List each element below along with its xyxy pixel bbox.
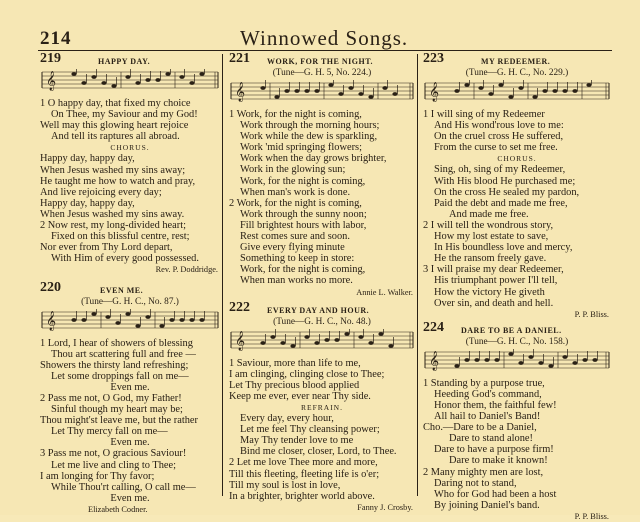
note-head xyxy=(328,83,333,87)
hymn-222 xyxy=(229,299,415,513)
verse-line: Work in the glowing sun; xyxy=(240,164,346,176)
page-number: 214 xyxy=(40,28,72,49)
music-staff xyxy=(229,329,415,355)
note-head xyxy=(478,86,483,90)
verse-line: Let me live and cling to Thee; xyxy=(51,459,177,471)
verse-line: In a brighter, brighter world above. xyxy=(229,490,375,502)
verse-line: 2 Now rest, my long-divided heart; xyxy=(40,220,187,232)
header-rule xyxy=(38,50,612,51)
verse-line: Bind me closer, closer, Lord, to Thee. xyxy=(240,446,397,458)
verse-line: Fixed on this blissful centre, rest; xyxy=(51,231,190,243)
verse-line: Work, for the night is coming, xyxy=(240,175,366,187)
clef: 𝄞 xyxy=(429,82,440,102)
note-head xyxy=(290,344,295,348)
verse-line: Thou art scattering full and free — xyxy=(51,348,196,360)
verse-line: Something to keep in store: xyxy=(240,253,355,265)
verse-line: Thou might'st leave me, but the rather xyxy=(40,415,198,427)
hymn-author: Fanny J. Crosby. xyxy=(357,502,413,512)
verse-line: Dare to stand alone! xyxy=(449,433,533,445)
music-notation xyxy=(40,309,220,335)
verse-line: Showers the thirsty land refreshing; xyxy=(40,359,189,371)
verse-line: Cho.—Dare to be a Daniel, xyxy=(423,422,537,434)
hymn-author: P. P. Bliss. xyxy=(574,309,609,319)
note-head xyxy=(169,318,174,322)
note-head xyxy=(260,86,265,90)
column-divider-left xyxy=(222,54,223,496)
music-staff xyxy=(40,309,220,335)
hymn-221 xyxy=(229,51,415,298)
verse-line: On the cruel cross He suffered, xyxy=(434,131,564,143)
note-head xyxy=(464,358,469,362)
note-head xyxy=(508,95,513,99)
verse-line: Even me. xyxy=(110,492,150,504)
verse-line: From the curse to set me free. xyxy=(434,142,558,154)
note-head xyxy=(270,335,275,339)
verse-line: Till my soul is lost in love, xyxy=(229,479,341,491)
hymn-author: Elizabeth Codner. xyxy=(88,504,148,514)
hymn-title: WORK, FOR THE NIGHT. xyxy=(267,57,373,66)
note-head xyxy=(81,318,86,322)
verse-line: Let some droppings fall on me— xyxy=(51,370,189,382)
note-head xyxy=(115,321,120,325)
hymn-title: HAPPY DAY. xyxy=(98,57,151,66)
tune-reference: (Tune—G. H. C., No. 158.) xyxy=(465,336,569,347)
column-2 xyxy=(229,51,415,513)
verse-line: All hail to Daniel's Band! xyxy=(434,411,541,423)
page-header xyxy=(0,22,640,52)
column-divider-right xyxy=(417,54,418,496)
hymn-author: Annie L. Walker. xyxy=(356,287,413,297)
note-head xyxy=(586,83,591,87)
hymn-number: 224 xyxy=(423,319,444,335)
note-head xyxy=(334,338,339,342)
note-head xyxy=(484,358,489,362)
note-head xyxy=(71,318,76,322)
verse-line: On Thee, my Saviour and my God! xyxy=(51,109,198,121)
note-head xyxy=(474,358,479,362)
note-head xyxy=(508,352,513,356)
verse-line: Heeding God's command, xyxy=(434,388,542,400)
verse-line: And tell its raptures all abroad. xyxy=(51,131,180,143)
verse-line: Let me feel Thy cleansing power; xyxy=(240,424,380,436)
note-head xyxy=(548,364,553,368)
note-head xyxy=(101,81,106,85)
note-head xyxy=(71,72,76,76)
verse-line: Well may this glowing heart rejoice xyxy=(40,120,189,132)
note-head xyxy=(284,89,289,93)
verse-line: I am longing for Thy favor; xyxy=(40,470,155,482)
verse-line: When Jesus washed my sins away; xyxy=(40,164,186,176)
verse-line: While Thou'rt calling, O call me— xyxy=(51,481,196,493)
verse-line: Fill brightest hours with labor, xyxy=(240,219,367,231)
note-head xyxy=(344,332,349,336)
note-head xyxy=(159,324,164,328)
verse-line: Dare to have a purpose firm! xyxy=(434,444,554,456)
verse-line: Give every flying minute xyxy=(240,242,345,254)
chorus-label: CHORUS. xyxy=(497,154,537,164)
verse-line: Every day, every hour, xyxy=(240,413,334,425)
hymn-title: MY REDEEMER. xyxy=(481,57,551,66)
hymn-224 xyxy=(423,319,611,522)
verse-line: He the ransom freely gave. xyxy=(434,253,547,265)
note-head xyxy=(125,312,130,316)
verse-line: With Him of every good possessed. xyxy=(51,253,199,265)
verse-line: Even me. xyxy=(110,437,150,449)
note-head xyxy=(165,72,170,76)
note-head xyxy=(382,86,387,90)
column-3 xyxy=(423,51,611,522)
hymn-220 xyxy=(40,279,220,516)
hymn-author: P. P. Bliss. xyxy=(574,511,609,521)
verse-line: When man's work is done. xyxy=(240,186,351,198)
note-head xyxy=(552,89,557,93)
note-head xyxy=(199,318,204,322)
note-head xyxy=(125,75,130,79)
refrain-label: REFRAIN. xyxy=(301,402,343,412)
verse-line: When Jesus washed my sins away. xyxy=(40,208,185,220)
clef: 𝄞 xyxy=(46,310,57,331)
note-head xyxy=(464,83,469,87)
music-staff xyxy=(40,69,220,95)
chorus-label: CHORUS. xyxy=(110,143,150,153)
note-head xyxy=(338,92,343,96)
verse-line: Work through the sunny noon; xyxy=(240,208,367,220)
hymn-219 xyxy=(40,51,220,276)
note-head xyxy=(572,89,577,93)
note-head xyxy=(179,318,184,322)
note-head xyxy=(81,81,86,85)
note-head xyxy=(562,355,567,359)
note-head xyxy=(294,89,299,93)
verse-line: Honor them, the faithful few! xyxy=(434,399,557,411)
verse-line: Sinful though my heart may be; xyxy=(51,404,183,416)
verse-line: Let Thy mercy fall on me— xyxy=(51,426,168,438)
note-head xyxy=(368,341,373,345)
verse-line: 2 Pass me not, O God, my Father! xyxy=(40,392,182,404)
note-head xyxy=(135,324,140,328)
verse-line: Happy day, happy day, xyxy=(40,197,135,209)
hymn-number: 220 xyxy=(40,279,61,295)
verse-line: With His blood He purchased me; xyxy=(434,175,576,187)
verse-line: By joining Daniel's band. xyxy=(434,499,540,511)
verse-line: 3 Pass me not, O gracious Saviour! xyxy=(40,448,187,460)
music-notation xyxy=(229,329,415,355)
music-notation xyxy=(229,80,415,106)
music-notation xyxy=(40,69,220,95)
verse-line: 2 Many mighty men are lost, xyxy=(423,466,544,478)
verse-line: Till this fleeting, fleeting life is o'er; xyxy=(229,468,380,480)
verse-line: And made me free. xyxy=(449,208,529,220)
verse-line: Work 'mid springing flowers; xyxy=(240,142,362,154)
note-head xyxy=(528,355,533,359)
clef: 𝄞 xyxy=(429,350,440,371)
hymn-title: DARE TO BE A DANIEL. xyxy=(461,325,562,335)
note-head xyxy=(91,312,96,316)
verse-line: How the victory He giveth xyxy=(434,286,545,298)
note-head xyxy=(538,361,543,365)
verse-line: 2 Let me love Thee more and more, xyxy=(229,457,378,469)
music-staff xyxy=(423,80,611,106)
note-head xyxy=(189,81,194,85)
verse-line: Dare to make it known! xyxy=(449,455,548,467)
note-head xyxy=(358,335,363,339)
verse-line: How my lost estate to save, xyxy=(434,231,549,243)
note-head xyxy=(532,95,537,99)
verse-line: 1 Standing by a purpose true, xyxy=(423,377,545,389)
verse-line: Keep me ever, ever near Thy side. xyxy=(229,390,371,402)
hymn-223 xyxy=(423,51,611,320)
note-head xyxy=(562,89,567,93)
verse-line: 1 O happy day, that fixed my choice xyxy=(40,98,191,109)
music-notation xyxy=(423,80,611,106)
verse-line: 2 Work, for the night is coming, xyxy=(229,197,362,209)
verse-line: And live rejoicing every day; xyxy=(40,186,162,198)
hymn-number: 221 xyxy=(229,51,250,66)
verse-line: 2 I will tell the wondrous story, xyxy=(423,219,554,231)
note-head xyxy=(388,344,393,348)
note-head xyxy=(542,89,547,93)
note-head xyxy=(358,92,363,96)
music-notation xyxy=(423,349,611,375)
hymn-number: 223 xyxy=(423,51,444,66)
verse-line: Over sin, and death and hell. xyxy=(434,297,554,309)
tune-reference: (Tune—G. H. 5, No. 224.) xyxy=(272,68,372,78)
verse-line: Work when the day grows brighter, xyxy=(240,153,387,165)
verse-line: When man works no more. xyxy=(240,275,353,287)
hymn-author: Rev. P. Doddridge. xyxy=(155,265,218,275)
hymn-title: EVERY DAY AND HOUR. xyxy=(267,305,370,315)
note-head xyxy=(111,84,116,88)
verse-line: On the cross He sealed my pardon, xyxy=(434,186,580,198)
note-head xyxy=(494,358,499,362)
note-head xyxy=(91,75,96,79)
note-head xyxy=(498,83,503,87)
verse-line: In His boundless love and mercy, xyxy=(434,242,573,254)
hymn-number: 219 xyxy=(40,51,61,66)
note-head xyxy=(260,341,265,345)
note-head xyxy=(314,89,319,93)
verse-line: His triumphant power I'll tell, xyxy=(434,275,558,287)
note-head xyxy=(274,95,279,99)
verse-line: Work, for the night is coming, xyxy=(240,264,366,276)
verse-line: 1 Lord, I hear of showers of blessing xyxy=(40,337,193,349)
note-head xyxy=(105,315,110,319)
page-title: Winnowed Songs. xyxy=(240,26,409,50)
verse-line: Sing, oh, sing of my Redeemer, xyxy=(434,164,566,176)
note-head xyxy=(454,364,459,368)
note-head xyxy=(179,75,184,79)
verse-line: 3 I will praise my dear Redeemer, xyxy=(423,264,564,276)
note-head xyxy=(304,335,309,339)
verse-line: 1 Work, for the night is coming, xyxy=(229,109,362,120)
verse-line: Work through the morning hours; xyxy=(240,120,380,132)
tune-reference: (Tune—G. H. C., No. 48.) xyxy=(273,316,371,327)
note-head xyxy=(582,358,587,362)
verse-line: Nor ever from Thy Lord depart, xyxy=(40,242,173,254)
note-head xyxy=(378,332,383,336)
note-head xyxy=(518,86,523,90)
hymn-title: EVEN ME. xyxy=(100,285,144,295)
music-staff xyxy=(229,80,415,106)
verse-line: I am clinging, clinging close to Thee; xyxy=(229,368,385,380)
note-head xyxy=(314,341,319,345)
tune-reference: (Tune—G. H. C., No. 229.) xyxy=(465,68,569,78)
verse-line: And His wond'rous love to me: xyxy=(434,120,564,132)
note-head xyxy=(454,89,459,93)
verse-line: 1 I will sing of my Redeemer xyxy=(423,109,545,120)
verse-line: Who for God had been a host xyxy=(434,488,557,500)
note-head xyxy=(324,338,329,342)
note-head xyxy=(304,89,309,93)
clef: 𝄞 xyxy=(235,82,246,102)
note-head xyxy=(280,341,285,345)
note-head xyxy=(572,361,577,365)
verse-line: Let Thy precious blood applied xyxy=(229,379,360,391)
verse-line: Paid the debt and made me free, xyxy=(434,197,568,209)
note-head xyxy=(199,72,204,76)
verse-line: Work while the dew is sparkling, xyxy=(240,131,378,143)
note-head xyxy=(145,78,150,82)
note-head xyxy=(155,78,160,82)
hymn-number: 222 xyxy=(229,299,250,315)
verse-line: May Thy tender love to me xyxy=(240,435,354,447)
column-1 xyxy=(40,51,220,515)
note-head xyxy=(135,81,140,85)
verse-line: Even me. xyxy=(110,381,150,393)
note-head xyxy=(348,86,353,90)
note-head xyxy=(488,92,493,96)
clef: 𝄞 xyxy=(235,330,246,351)
verse-line: Daring not to stand, xyxy=(434,477,517,489)
note-head xyxy=(392,92,397,96)
tune-reference: (Tune—G. H. C., No. 87.) xyxy=(81,296,179,307)
verse-line: 1 Saviour, more than life to me, xyxy=(229,357,361,369)
note-head xyxy=(368,95,373,99)
note-head xyxy=(518,361,523,365)
verse-line: Happy day, happy day, xyxy=(40,153,135,165)
note-head xyxy=(592,358,597,362)
music-staff xyxy=(423,349,611,375)
note-head xyxy=(145,315,150,319)
verse-line: He taught me how to watch and pray, xyxy=(40,175,196,187)
verse-line: Rest comes sure and soon. xyxy=(240,231,350,243)
clef: 𝄞 xyxy=(46,71,57,91)
note-head xyxy=(189,318,194,322)
